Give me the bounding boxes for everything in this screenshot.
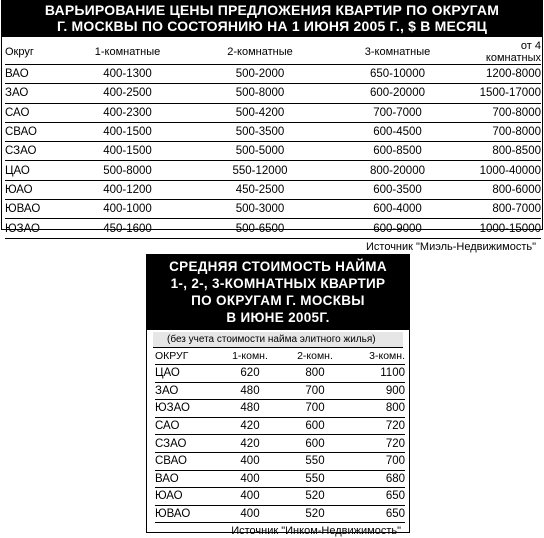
- value-cell: 500-3500: [190, 122, 330, 141]
- value-cell: 500-4200: [190, 103, 330, 122]
- district-cell: СЗАО: [5, 142, 65, 161]
- value-cell: 800-8500: [465, 142, 541, 161]
- table-row: [5, 103, 541, 122]
- price-range-grid: [5, 40, 541, 239]
- district-cell: СЗАО: [155, 435, 219, 453]
- value-cell: 1000-15000: [465, 219, 541, 238]
- value-cell: 800-7000: [465, 200, 541, 219]
- table-row: [155, 400, 405, 418]
- price-range-title-line2: Г. МОСКВЫ ПО СОСТОЯНИЮ НА 1 ИЮНЯ 2005 Г., $ В МЕСЯЦ: [56, 18, 488, 34]
- value-cell: 1500-17000: [465, 84, 541, 103]
- value-cell: 400: [219, 470, 281, 488]
- table-row: [155, 505, 405, 523]
- table-row: [5, 219, 541, 238]
- value-cell: 700-7000: [330, 103, 465, 122]
- value-cell: 400-1200: [65, 180, 190, 199]
- col-header-2room: 2-комн.: [281, 348, 349, 365]
- value-cell: 680: [349, 470, 405, 488]
- value-cell: 600-8500: [330, 142, 465, 161]
- avg-rent-grid: [155, 348, 405, 523]
- col-header-1room: 1-комнатные: [65, 40, 190, 65]
- value-cell: 1100: [349, 365, 405, 383]
- value-cell: 650-10000: [330, 65, 465, 84]
- col-header-3room: 3-комнатные: [330, 40, 465, 65]
- value-cell: 700: [281, 382, 349, 400]
- value-cell: 500-6500: [190, 219, 330, 238]
- value-cell: 400-1000: [65, 200, 190, 219]
- price-range-header-row: [5, 40, 541, 65]
- district-cell: ЗАО: [155, 382, 219, 400]
- value-cell: 400-1500: [65, 142, 190, 161]
- value-cell: 400: [219, 452, 281, 470]
- value-cell: 600-20000: [330, 84, 465, 103]
- avg-rent-note: (без учета стоимости найма элитного жилья): [153, 332, 403, 348]
- value-cell: 800: [349, 400, 405, 418]
- avg-rent-table: [146, 254, 410, 538]
- table-row: [5, 65, 541, 84]
- price-range-source: Источник "Миэль-Недвижимость": [366, 240, 536, 253]
- value-cell: 900: [349, 382, 405, 400]
- value-cell: 600: [281, 435, 349, 453]
- value-cell: 720: [349, 435, 405, 453]
- table-row: [155, 365, 405, 383]
- value-cell: 700-8000: [465, 103, 541, 122]
- district-cell: ВАО: [5, 65, 65, 84]
- price-range-table: [1, 0, 543, 253]
- table-row: [155, 452, 405, 470]
- value-cell: 650: [349, 505, 405, 523]
- value-cell: 600-4500: [330, 122, 465, 141]
- district-cell: ЮВАО: [155, 505, 219, 523]
- col-header-1room: 1-комн.: [219, 348, 281, 365]
- col-header-4room: от 4 комнатных: [465, 40, 541, 65]
- value-cell: 1200-8000: [465, 65, 541, 84]
- value-cell: 800-20000: [330, 161, 465, 180]
- district-cell: СВАО: [155, 452, 219, 470]
- value-cell: 700: [349, 452, 405, 470]
- col-header-3room: 3-комн.: [349, 348, 405, 365]
- value-cell: 400-1300: [65, 65, 190, 84]
- avg-rent-source: Источник "Инком-Недвижимость": [231, 525, 401, 538]
- value-cell: 420: [219, 435, 281, 453]
- value-cell: 520: [281, 488, 349, 506]
- value-cell: 550-12000: [190, 161, 330, 180]
- district-cell: ВАО: [155, 470, 219, 488]
- district-cell: ЮЗАО: [155, 400, 219, 418]
- table-row: [5, 84, 541, 103]
- value-cell: 450-2500: [190, 180, 330, 199]
- value-cell: 500-5000: [190, 142, 330, 161]
- table-row: [5, 180, 541, 199]
- value-cell: 400: [219, 505, 281, 523]
- value-cell: 600-3500: [330, 180, 465, 199]
- avg-rent-header-row: [155, 348, 405, 365]
- value-cell: 600: [281, 417, 349, 435]
- value-cell: 650: [349, 488, 405, 506]
- avg-rent-title-line1: СРЕДНЯЯ СТОИМОСТЬ НАЙМА: [169, 259, 387, 274]
- district-cell: ЮАО: [5, 180, 65, 199]
- value-cell: 400: [219, 488, 281, 506]
- col-header-district: ОКРУГ: [155, 348, 219, 365]
- avg-rent-title: [147, 255, 409, 330]
- table-row: [5, 122, 541, 141]
- value-cell: 1000-40000: [465, 161, 541, 180]
- table-row: [155, 488, 405, 506]
- value-cell: 700-8000: [465, 122, 541, 141]
- table-row: [155, 382, 405, 400]
- district-cell: ЮВАО: [5, 200, 65, 219]
- avg-rent-title-line4: В ИЮНЕ 2005Г.: [226, 310, 330, 325]
- price-range-title-line1: ВАРЬИРОВАНИЕ ЦЕНЫ ПРЕДЛОЖЕНИЯ КВАРТИР ПО ОКРУГАМ: [44, 2, 500, 18]
- district-cell: САО: [5, 103, 65, 122]
- district-cell: ЗАО: [5, 84, 65, 103]
- value-cell: 420: [219, 417, 281, 435]
- avg-rent-title-line3: ПО ОКРУГАМ Г. МОСКВЫ: [191, 293, 365, 308]
- district-cell: ЦАО: [155, 365, 219, 383]
- value-cell: 720: [349, 417, 405, 435]
- col-header-2room: 2-комнатные: [190, 40, 330, 65]
- table-row: [5, 161, 541, 180]
- value-cell: 620: [219, 365, 281, 383]
- table-row: [5, 142, 541, 161]
- price-range-title: [2, 1, 542, 37]
- value-cell: 500-8000: [65, 161, 190, 180]
- table-row: [155, 417, 405, 435]
- value-cell: 600-4000: [330, 200, 465, 219]
- value-cell: 500-3000: [190, 200, 330, 219]
- value-cell: 500-8000: [190, 84, 330, 103]
- district-cell: САО: [155, 417, 219, 435]
- value-cell: 450-1600: [65, 219, 190, 238]
- value-cell: 600-9000: [330, 219, 465, 238]
- avg-rent-title-line2: 1-, 2-, 3-КОМНАТНЫХ КВАРТИР: [170, 276, 386, 291]
- value-cell: 550: [281, 452, 349, 470]
- table-row: [155, 435, 405, 453]
- district-cell: ЦАО: [5, 161, 65, 180]
- col-header-district: Округ: [5, 40, 65, 65]
- value-cell: 800-6000: [465, 180, 541, 199]
- value-cell: 800: [281, 365, 349, 383]
- table-row: [155, 470, 405, 488]
- value-cell: 480: [219, 382, 281, 400]
- value-cell: 400-1500: [65, 122, 190, 141]
- district-cell: ЮЗАО: [5, 219, 65, 238]
- value-cell: 400-2500: [65, 84, 190, 103]
- value-cell: 700: [281, 400, 349, 418]
- district-cell: СВАО: [5, 122, 65, 141]
- district-cell: ЮАО: [155, 488, 219, 506]
- value-cell: 550: [281, 470, 349, 488]
- value-cell: 520: [281, 505, 349, 523]
- value-cell: 400-2300: [65, 103, 190, 122]
- value-cell: 500-2000: [190, 65, 330, 84]
- value-cell: 480: [219, 400, 281, 418]
- table-row: [5, 200, 541, 219]
